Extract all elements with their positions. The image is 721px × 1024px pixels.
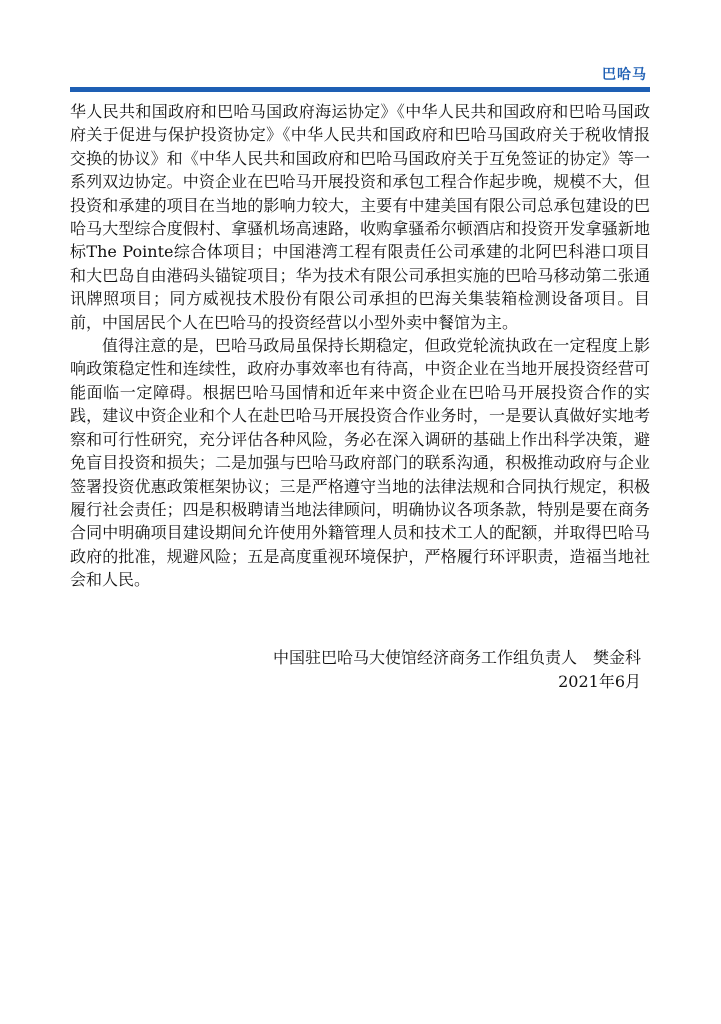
page-header-title: 巴哈马	[602, 67, 647, 83]
header-divider	[70, 87, 650, 92]
signature-block	[273, 646, 641, 694]
body-paragraph-2: 值得注意的是，巴哈马政局虽保持长期稳定，但政党轮流执政在一定程度上影响政策稳定性和连续性，政府办事效率也有待高，中资企业在当地开展投资经营可能面临一定障碍。根据巴哈马国情和近年来中资企业在巴哈马开展投资合作的实践，建议中资企业和个人在赴巴哈马开展投资合作业务时，一是要认真做好实地考察和可行性研究，充分评估各种风险，务必在深入调研的基础上作出科学决策，避免盲目投资和损失；二是加强与巴哈马政府部门的联系沟通，积极推动政府与企业签署投资优惠政策框架协议；三是严格遵守当地的法律法规和合同执行规定，积极履行社会责任；四是积极聘请当地法律顾问，明确协议各项条款，特别是要在商务合同中明确项目建设期间允许使用外籍管理人员和技术工人的配额，并取得巴哈马政府的批准，规避风险；五是高度重视环境保护，严格履行环评职责，造福当地社会和人民。	[70, 336, 650, 590]
body-paragraph-1: 华人民共和国政府和巴哈马国政府海运协定》《中华人民共和国政府和巴哈马国政府关于促进与保护投资协定》《中华人民共和国政府和巴哈马国政府关于税收情报交换的协议》和《中华人民共和国政府和巴哈马国政府关于互免签证的协定》等一系列双边协定。中资企业在巴哈马开展投资和承包工程合作起步晚，规模不大，但投资和承建的项目在当地的影响力较大，主要有中建美国有限公司总承包建设的巴哈马大型综合度假村、拿骚机场高速路，收购拿骚希尔顿酒店和投资开发拿骚新地标The Pointe综合体项目；中国港湾工程有限责任公司承建的北阿巴科港口项目和大巴岛自由港码头锚锭项目；华为技术有限公司承担实施的巴哈马移动第二张通讯牌照项目；同方威视技术股份有限公司承担的巴海关集装箱检测设备项目。目前，中国居民个人在巴哈马的投资经营以小型外卖中餐馆为主。	[70, 102, 650, 332]
signature-date: 2021年6月	[558, 672, 641, 691]
document-body	[70, 100, 650, 592]
signature-author: 中国驻巴哈马大使馆经济商务工作组负责人 樊金科	[272, 648, 641, 667]
